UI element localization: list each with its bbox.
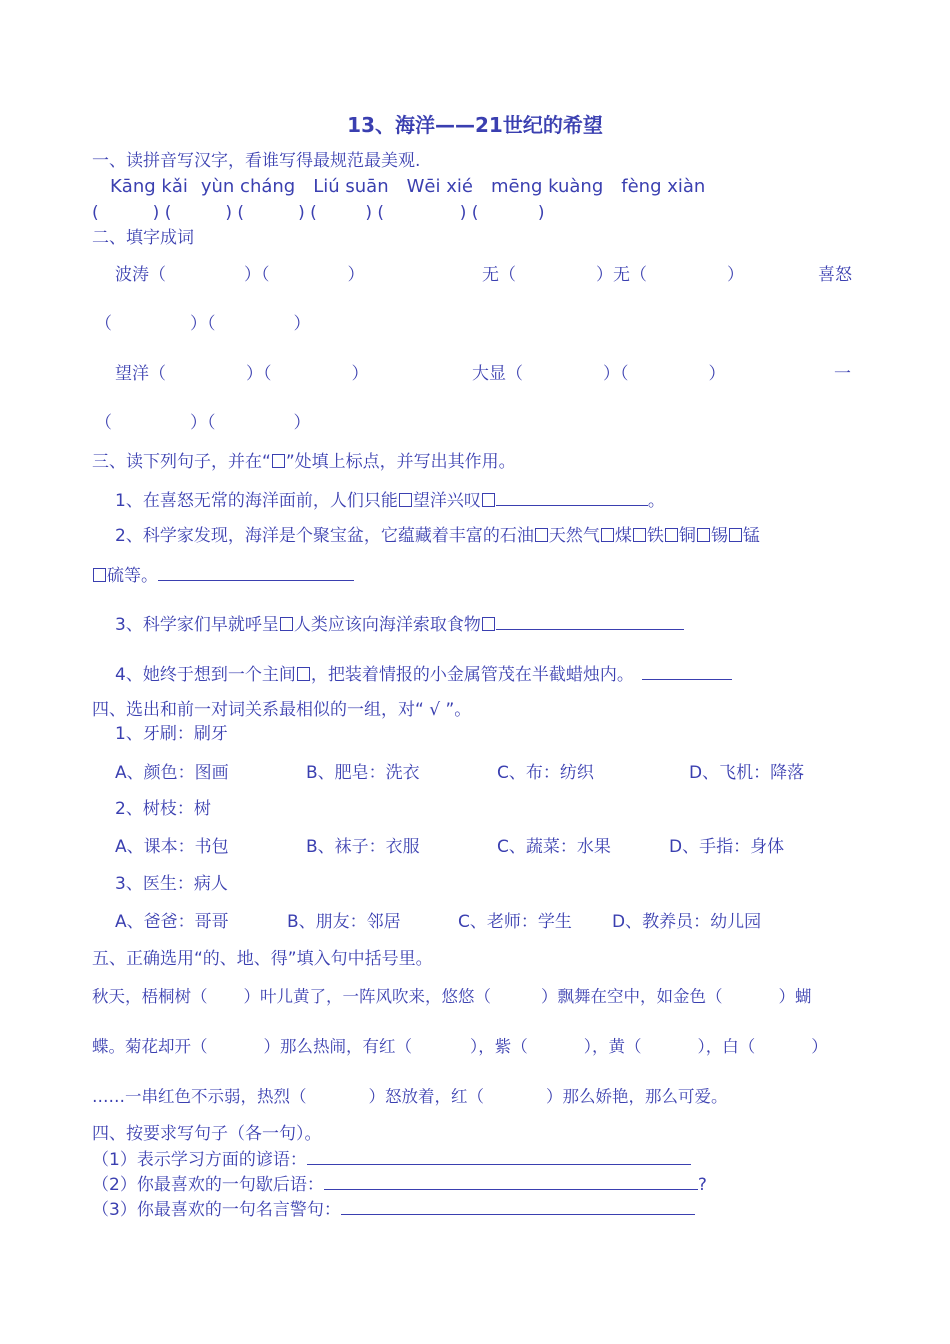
punct-box[interactable] [535,528,548,542]
idiom-bt: 波涛（ ）（ ） [115,265,365,285]
answer-line[interactable] [324,1172,698,1190]
write-r3: （3）你最喜欢的一句名言警句： [92,1197,695,1221]
analogy-q3: 3、医生：病人 [115,874,228,894]
analogy-q3-option-d[interactable]: D、教养员：幼儿园 [612,912,762,932]
pinyin-4: Wēi xié [406,176,473,197]
answer-line[interactable] [496,612,684,630]
pinyin-1: Kāng kǎi [110,176,188,197]
punct-q2: 2、科学家发现，海洋是个聚宝盆，它蕴藏着丰富的石油 天然气 煤 铁 铜 锡 锰 [115,526,760,546]
section4-heading: 四、选出和前一对词关系最相似的一组，对“ √ ”。 [92,700,472,720]
analogy-q3-option-a[interactable]: A、爸爸：哥哥 [115,912,229,932]
analogy-q2-option-d[interactable]: D、手指：身体 [669,837,785,857]
punct-box-icon [272,454,285,468]
analogy-q1-option-c[interactable]: C、布：纺织 [497,763,594,783]
punct-box[interactable] [482,617,495,631]
punct-box[interactable] [729,528,742,542]
answer-line[interactable] [307,1147,691,1165]
punct-box[interactable] [665,528,678,542]
idiom-yi: 一 [834,364,851,384]
punct-box[interactable] [93,568,106,582]
punct-box[interactable] [280,617,293,631]
section6-heading: 四、按要求写句子（各一句）。 [92,1124,322,1144]
pinyin-2: yùn cháng [200,176,296,197]
idiom-xn: 喜怒 [818,265,852,285]
section3-heading: 三、读下列句子，并在“ ”处填上标点，并写出其作用。 [92,452,516,472]
punct-q4: 4、她终于想到一个主间 ，把装着情报的小金属管茂在半截蜡烛内。 [115,662,732,686]
answer-line[interactable] [341,1197,695,1215]
pinyin-row [110,176,705,198]
section1-heading: 一、读拼音写汉字，看谁写得最规范最美观. [92,151,421,171]
idiom-wy: 望洋（ ）（ ） [115,364,369,384]
particle-line-1: 秋天，梧桐树（ ）叶儿黄了，一阵风吹来，悠悠（ ）飘舞在空中，如金色（ ）蝴 [92,987,812,1006]
analogy-q2-option-a[interactable]: A、课本：书包 [115,837,229,857]
analogy-q3-option-c[interactable]: C、老师：学生 [458,912,572,932]
punct-box[interactable] [697,528,710,542]
write-r1: （1）表示学习方面的谚语： [92,1147,691,1171]
punct-box[interactable] [297,667,310,681]
pinyin-3: Liú suān [313,176,389,197]
analogy-q2-option-b[interactable]: B、袜子：衣服 [306,837,420,857]
section5-heading: 五、正确选用“的、地、得”填入句中括号里。 [92,949,433,969]
pinyin-5: mēng kuàng [490,176,604,197]
analogy-q2: 2、树枝：树 [115,799,211,819]
punct-box[interactable] [399,493,412,507]
analogy-q1-option-b[interactable]: B、肥皂：洗衣 [306,763,420,783]
particle-line-2: 蝶。菊花却开（ ）那么热闹，有红（ ），紫（ ），黄（ ），白（ ） [92,1037,828,1056]
punct-box[interactable] [633,528,646,542]
analogy-q2-option-c[interactable]: C、蔬菜：水果 [497,837,611,857]
analogy-q3-option-b[interactable]: B、朋友：邻居 [287,912,401,932]
write-r2: （2）你最喜欢的一句歇后语： ? [92,1172,707,1196]
page-title: 13、海洋——21世纪的希望 [347,113,603,137]
punct-q3: 3、科学家们早就呼呈 人类应该向海洋索取食物 [115,612,684,636]
answer-line[interactable] [158,563,354,581]
analogy-q1-option-a[interactable]: A、颜色：图画 [115,763,229,783]
pinyin-answer-brackets[interactable]: ( ) ( ) ( ) ( ) ( ) ( ) [92,203,545,223]
analogy-q1-option-d[interactable]: D、飞机：降落 [689,763,805,783]
punct-box[interactable] [601,528,614,542]
analogy-q1: 1、牙刷：刷牙 [115,724,228,744]
pinyin-6: fèng xiàn [621,176,706,197]
section2-heading: 二、填字成词 [92,228,194,248]
particle-line-3: ……一串红色不示弱，热烈（ ）怒放着，红（ ）那么娇艳，那么可爱。 [92,1087,728,1106]
punct-q2-cont: 硫等。 [92,563,354,587]
punct-box[interactable] [482,493,495,507]
idiom-xn-blanks[interactable]: （ ）（ ） [95,314,311,334]
idiom-wu: 无（ ）无（ ） [482,265,744,285]
punct-q1: 1、在喜怒无常的海洋面前，人们只能 望洋兴叹 。 [115,488,665,512]
answer-line[interactable] [496,488,648,506]
idiom-yi-blanks[interactable]: （ ）（ ） [95,413,311,433]
answer-line[interactable] [642,662,732,680]
idiom-dx: 大显（ ）（ ） [472,364,726,384]
